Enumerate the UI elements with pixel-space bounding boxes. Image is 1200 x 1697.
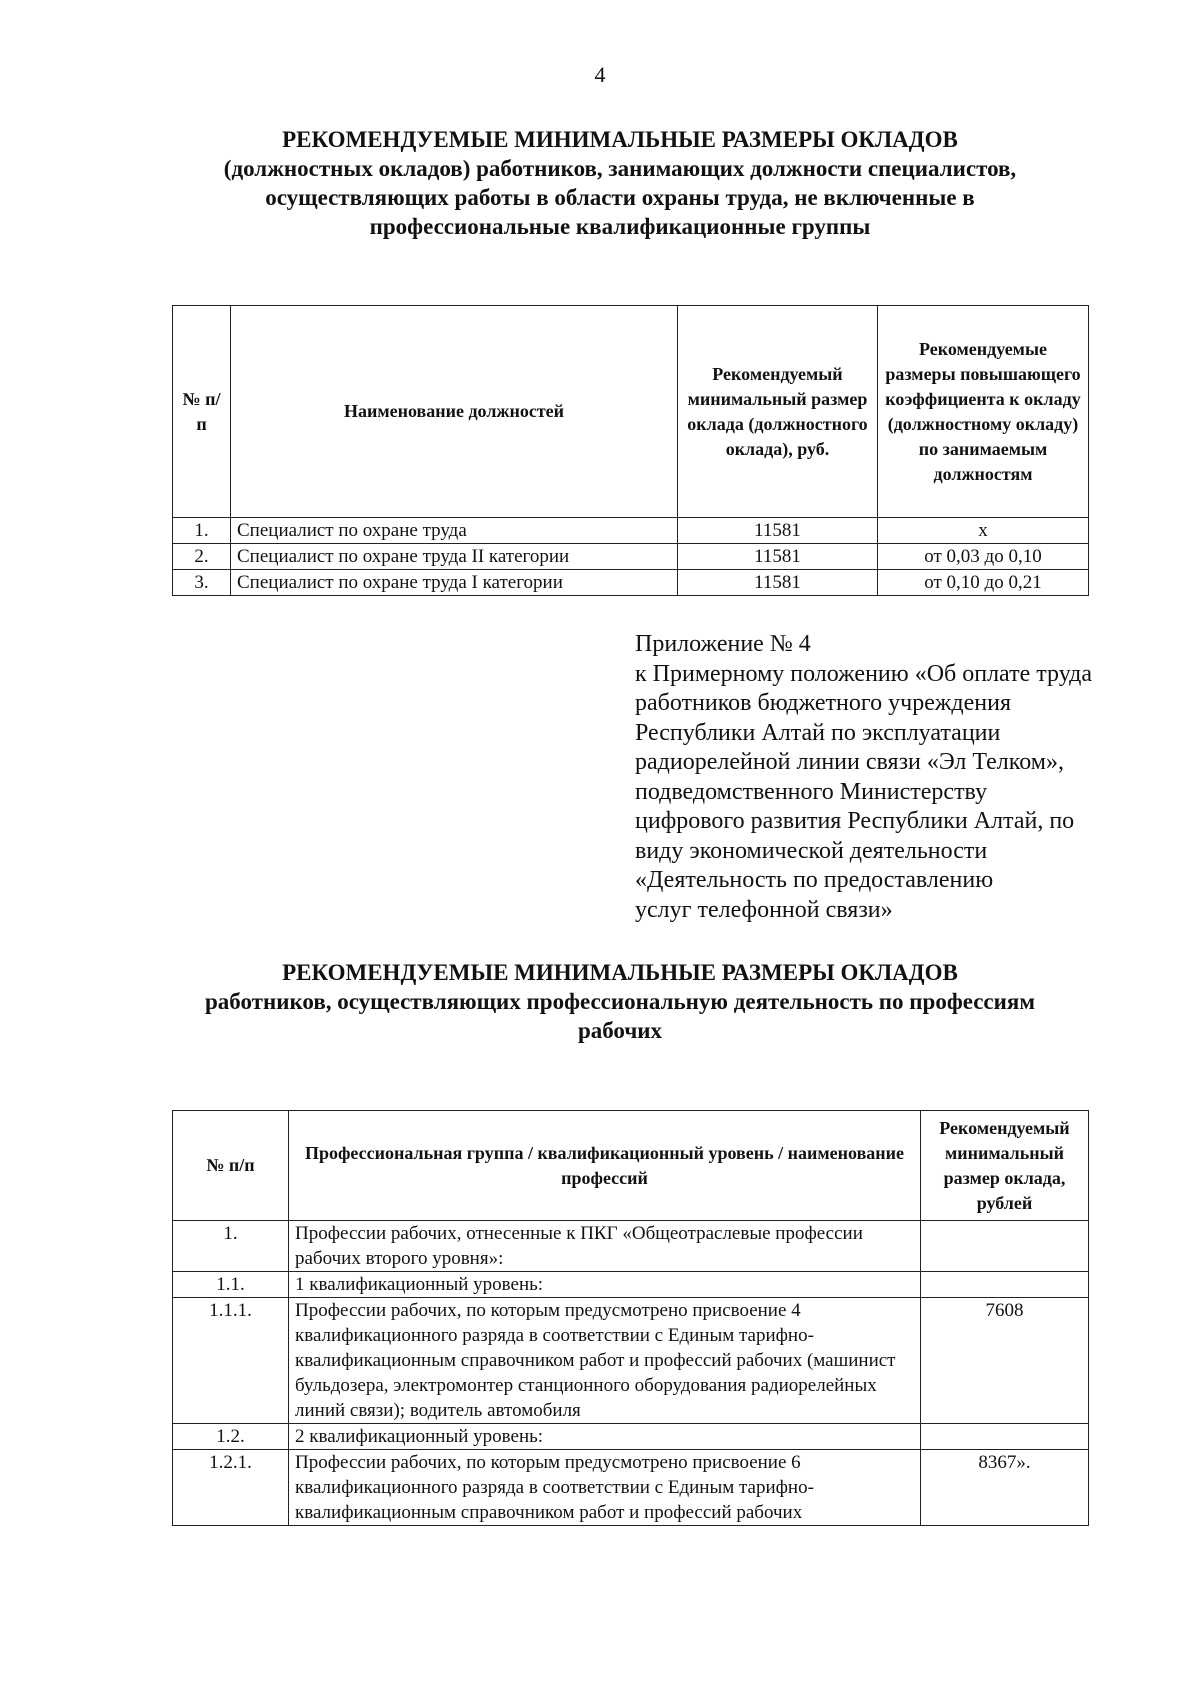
workers-salary-table (172, 1110, 1089, 1526)
header-number: № п/п (173, 306, 231, 518)
appendix-note (635, 630, 1155, 925)
row-position: Специалист по охране труда II категории (231, 544, 678, 570)
section2-title-line: работников, осуществляющих профессиональную деятельность по профессиям (204, 989, 1036, 1014)
appendix-line: Приложение № 4 (635, 631, 811, 657)
section1-title-line: профессиональные квалификационные группы (369, 214, 871, 239)
table-row (173, 570, 1089, 596)
table-row (173, 1272, 1089, 1298)
section2-title-line: рабочих (577, 1018, 663, 1043)
row-description: Профессии рабочих, отнесенные к ПКГ «Общеотраслевые профессии рабочих второго уровня»: (289, 1221, 921, 1272)
header-min-salary: Рекомендуемый минимальный размер оклада (должностного оклада), руб. (678, 306, 878, 518)
row-number: 2. (173, 544, 231, 570)
appendix-line: подведомственного Министерству (635, 778, 988, 805)
row-number: 3. (173, 570, 231, 596)
appendix-line: радиорелейной линии связи «Эл Телком», (635, 749, 1064, 775)
row-salary (921, 1221, 1089, 1272)
row-description: Профессии рабочих, по которым предусмотрено присвоение 6 квалификационного разряда в соответствии с Единым тарифно-квалификационным справочником работ и профессий рабочих (289, 1450, 921, 1526)
appendix-line: Республики Алтай по эксплуатации (635, 719, 1001, 746)
row-description: 1 квалификационный уровень: (289, 1272, 921, 1298)
table-row (173, 518, 1089, 544)
section1-title-line: РЕКОМЕНДУЕМЫЕ МИНИМАЛЬНЫЕ РАЗМЕРЫ ОКЛАДОВ (282, 127, 958, 152)
section2-title (170, 958, 1070, 1045)
section2-title-line: РЕКОМЕНДУЕМЫЕ МИНИМАЛЬНЫЕ РАЗМЕРЫ ОКЛАДОВ (282, 960, 958, 985)
row-salary (921, 1272, 1089, 1298)
section1-title-line: осуществляющих работы в области охраны труда, не включенные в (265, 185, 975, 210)
appendix-line: виду экономической деятельности (635, 837, 988, 864)
table-row (173, 1221, 1089, 1272)
table-header-row (173, 1111, 1089, 1221)
row-salary: 11581 (678, 544, 878, 570)
row-number: 1.2. (173, 1424, 289, 1450)
row-coefficient: х (878, 518, 1089, 544)
header-number: № п/п (173, 1111, 289, 1221)
row-salary: 7608 (921, 1298, 1089, 1424)
appendix-line: «Деятельность по предоставлению (635, 867, 994, 893)
row-description: 2 квалификационный уровень: (289, 1424, 921, 1450)
page-number: 4 (594, 62, 606, 87)
header-position-name: Наименование должностей (231, 306, 678, 518)
appendix-line: услуг телефонной связи» (635, 896, 893, 923)
row-number: 1. (173, 1221, 289, 1272)
row-number: 1.1. (173, 1272, 289, 1298)
row-salary: 8367». (921, 1450, 1089, 1526)
header-profession-group: Профессиональная группа / квалификационный уровень / наименование профессий (289, 1111, 921, 1221)
row-number: 1. (173, 518, 231, 544)
header-coefficient: Рекомендуемые размеры повышающего коэффициента к окладу (должностному окладу) по занимаемым должностям (878, 306, 1089, 518)
appendix-line: цифрового развития Республики Алтай, по (635, 808, 1075, 834)
row-position: Специалист по охране труда I категории (231, 570, 678, 596)
row-coefficient: от 0,10 до 0,21 (878, 570, 1089, 596)
table-header-row (173, 306, 1089, 518)
row-salary: 11581 (678, 570, 878, 596)
row-salary: 11581 (678, 518, 878, 544)
section1-title (180, 125, 1060, 241)
table-row (173, 1298, 1089, 1424)
row-description: Профессии рабочих, по которым предусмотрено присвоение 4 квалификационного разряда в соответствии с Единым тарифно-квалификационным справочником работ и профессий рабочих (машинист бульдозера, электромонтер станционного оборудования радиорелейных линий связи); водитель автомобиля (289, 1298, 921, 1424)
section1-title-line: (должностных окладов) работников, занимающих должности специалистов, (223, 156, 1017, 181)
row-number: 1.2.1. (173, 1450, 289, 1526)
table-row (173, 1450, 1089, 1526)
row-coefficient: от 0,03 до 0,10 (878, 544, 1089, 570)
header-min-salary: Рекомендуемый минимальный размер оклада, рублей (921, 1111, 1089, 1221)
row-salary (921, 1424, 1089, 1450)
table-row (173, 1424, 1089, 1450)
row-position: Специалист по охране труда (231, 518, 678, 544)
row-number: 1.1.1. (173, 1298, 289, 1424)
appendix-line: работников бюджетного учреждения (635, 690, 1012, 716)
table-row (173, 544, 1089, 570)
appendix-line: к Примерному положению «Об оплате труда (635, 660, 1093, 687)
specialists-salary-table (172, 305, 1089, 596)
